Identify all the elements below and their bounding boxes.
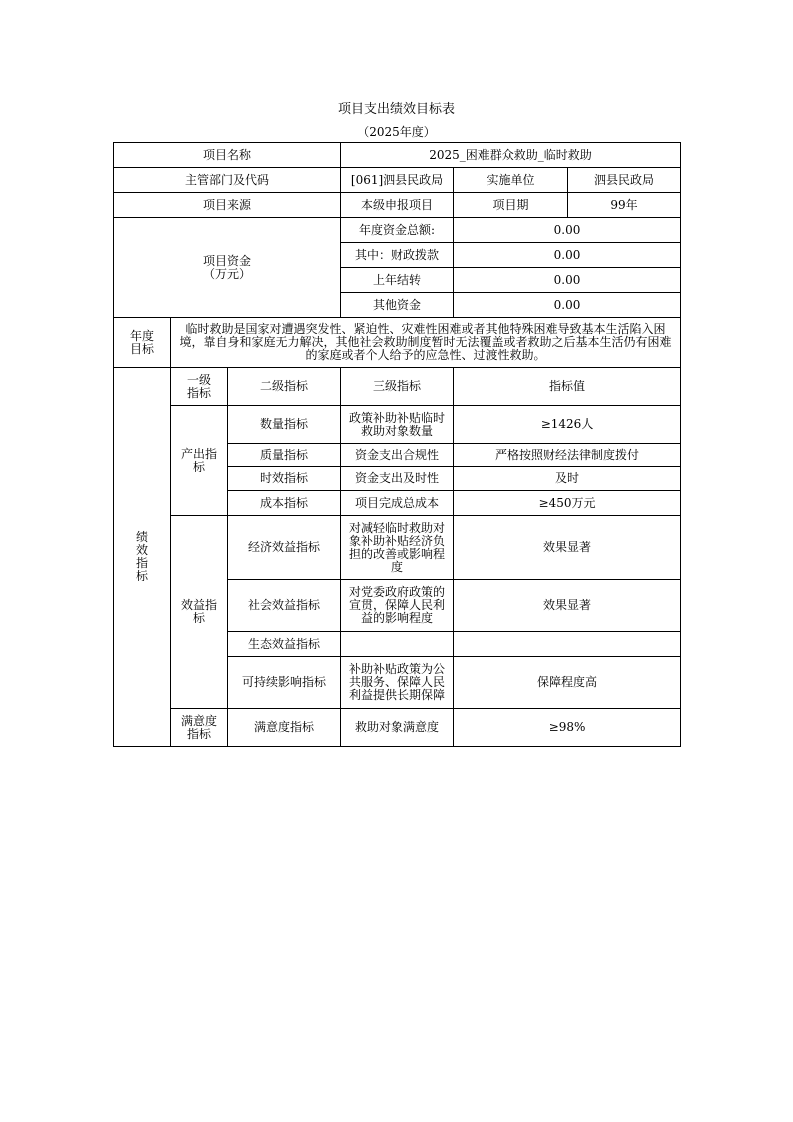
perf-label-char: 效	[135, 543, 148, 557]
header-level1-line1: 一级	[186, 372, 211, 387]
level3-line: 对党委政府政策的	[349, 585, 446, 599]
output-level3: 资金支出及时性	[341, 467, 454, 491]
benefit-level2: 社会效益指标	[228, 580, 341, 632]
dept-value: [061]泗县民政局	[341, 168, 454, 193]
goal-label-line1: 年度	[129, 328, 154, 343]
perf-label-char: 绩	[135, 530, 148, 544]
funds-carryover-label: 上年结转	[341, 268, 454, 293]
level3-line: 度	[391, 559, 404, 574]
benefit-level2: 经济效益指标	[228, 516, 341, 580]
source-value: 本级申报项目	[341, 193, 454, 218]
benefit-label	[171, 516, 228, 709]
output-value: ≥450万元	[454, 491, 681, 516]
funds-fiscal-value: 0.00	[454, 243, 681, 268]
satisfaction-level2: 满意度指标	[228, 709, 341, 747]
funds-carryover-value: 0.00	[454, 268, 681, 293]
level3-line: 共服务、保障人民	[349, 675, 446, 689]
level3-line: 益的影响程度	[361, 611, 434, 625]
fiscal-year: （2025年度）	[357, 125, 436, 139]
satisfaction-label	[171, 709, 228, 747]
output-level3: 资金支出合规性	[341, 444, 454, 467]
header-level3: 三级指标	[341, 368, 454, 406]
row-annual-goal	[114, 318, 681, 368]
benefit-label-line1: 效益指	[180, 598, 217, 612]
output-label-line1: 产出指	[180, 446, 217, 461]
satisfaction-label-line2: 指标	[186, 726, 211, 741]
goal-label	[114, 318, 171, 368]
level3-line: 对减轻临时救助对	[349, 520, 446, 535]
performance-label	[114, 368, 171, 747]
output-level3	[341, 406, 454, 444]
header-value: 指标值	[454, 368, 681, 406]
header-level1	[171, 368, 228, 406]
period-label: 项目期	[454, 193, 568, 218]
funds-total-label: 年度资金总额:	[341, 218, 454, 243]
row-project-name	[114, 143, 681, 168]
output-value: ≥1426人	[454, 406, 681, 444]
level3-line: 补助补贴政策为公	[349, 662, 446, 676]
output-label-line2: 标	[192, 459, 205, 474]
row-indicator-header	[114, 368, 681, 406]
satisfaction-label-line1: 满意度	[180, 713, 217, 728]
benefit-level3	[341, 632, 454, 657]
funds-label-line2: （万元）	[203, 266, 252, 281]
output-level3: 项目完成总成本	[341, 491, 454, 516]
row-department	[114, 168, 681, 193]
project-name-value: 2025_困难群众救助_临时救助	[341, 143, 681, 168]
level3-line: 担的改善或影响程	[349, 546, 446, 561]
benefit-level3	[341, 516, 454, 580]
level3-line: 政策补助补贴临时	[349, 410, 446, 425]
perf-label-char: 指	[135, 556, 148, 570]
source-label: 项目来源	[114, 193, 341, 218]
goal-text: 临时救助是国家对遭遇突发性、紧迫性、灾难性困难或者其他特殊困难导致基本生活陷入困境，靠自身和家庭无力解决，其他社会救助制度暂时无法覆盖或者救助之后基本生活仍有困难的家庭或者个人给予的应急性、过渡性救助。	[171, 318, 681, 368]
period-value: 99年	[568, 193, 681, 218]
output-label	[171, 406, 228, 516]
output-value: 严格按照财经法律制度拨付	[454, 444, 681, 467]
output-level2: 数量指标	[228, 406, 341, 444]
impl-label: 实施单位	[454, 168, 568, 193]
level3-line: 救助对象数量	[361, 423, 434, 438]
project-name-label: 项目名称	[114, 143, 341, 168]
satisfaction-value: ≥98%	[454, 709, 681, 747]
funds-label-line1: 项目资金	[203, 253, 252, 268]
output-value: 及时	[454, 467, 681, 491]
funds-other-label: 其他资金	[341, 293, 454, 318]
funds-other-value: 0.00	[454, 293, 681, 318]
row-benefit-economic	[114, 516, 681, 580]
dept-label: 主管部门及代码	[114, 168, 341, 193]
level3-line: 利益提供长期保障	[349, 688, 446, 702]
row-source	[114, 193, 681, 218]
benefit-value: 效果显著	[454, 516, 681, 580]
funds-total-value: 0.00	[454, 218, 681, 243]
benefit-level2: 可持续影响指标	[228, 657, 341, 709]
output-level2: 质量指标	[228, 444, 341, 467]
benefit-level3	[341, 657, 454, 709]
row-funds-total	[114, 218, 681, 243]
row-output-quantity	[114, 406, 681, 444]
benefit-value: 保障程度高	[454, 657, 681, 709]
row-satisfaction	[114, 709, 681, 747]
perf-label-char: 标	[135, 569, 148, 583]
benefit-level3	[341, 580, 454, 632]
impl-value: 泗县民政局	[568, 168, 681, 193]
benefit-value: 效果显著	[454, 580, 681, 632]
page-title: 项目支出绩效目标表	[337, 102, 455, 117]
level3-line: 宣贯，保障人民利	[349, 598, 446, 612]
goal-label-line2: 目标	[129, 341, 154, 356]
header-level1-line2: 指标	[186, 385, 211, 400]
benefit-level2: 生态效益指标	[228, 632, 341, 657]
benefit-label-line2: 标	[192, 611, 205, 625]
funds-label	[114, 218, 341, 318]
output-level2: 时效指标	[228, 467, 341, 491]
performance-table	[113, 142, 681, 747]
funds-fiscal-label: 其中：财政拨款	[341, 243, 454, 268]
benefit-value	[454, 632, 681, 657]
output-level2: 成本指标	[228, 491, 341, 516]
header-level2: 二级指标	[228, 368, 341, 406]
satisfaction-level3: 救助对象满意度	[341, 709, 454, 747]
level3-line: 象补助补贴经济负	[349, 533, 446, 548]
